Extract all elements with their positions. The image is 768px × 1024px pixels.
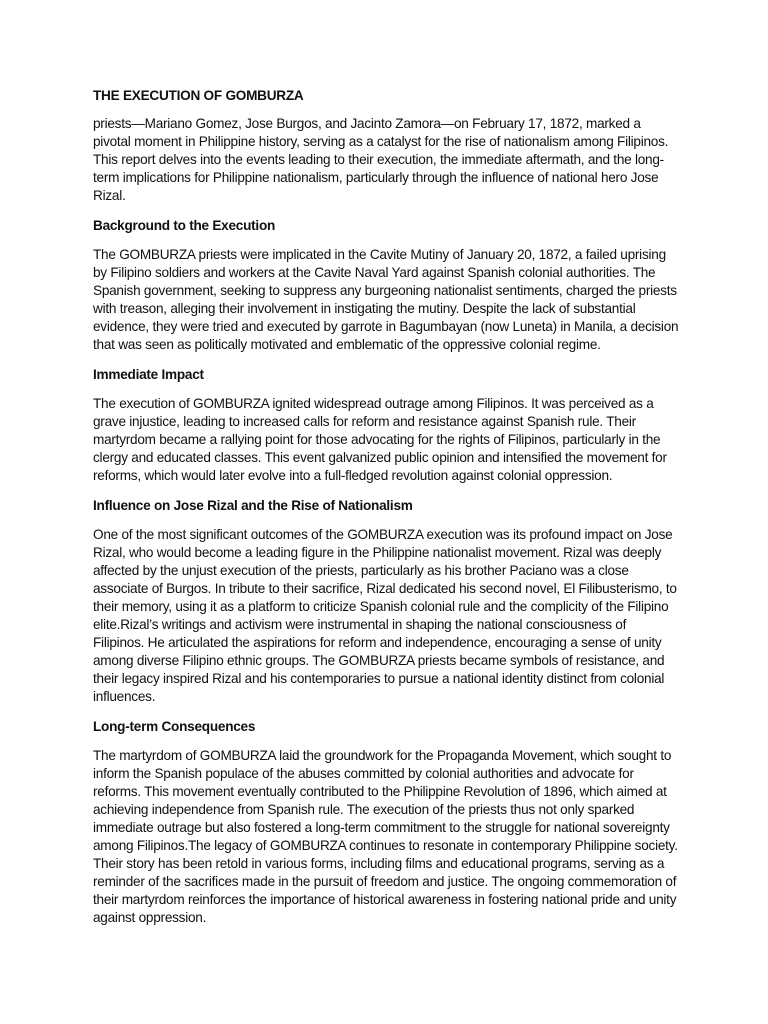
document-title: THE EXECUTION OF GOMBURZA: [93, 88, 304, 103]
section-heading-background: Background to the Execution: [93, 218, 276, 233]
section-paragraph-rizal-influence: One of the most significant outcomes of the GOMBURZA execution was its profound impact on Jose Rizal, who would become a leading figure in the Philippine nationalist movement. Rizal was deeply affected by the unjust execution of the priests, particularly as his brother Paciano was a close associate of Burgos. In tribute to their sacrifice, Rizal dedicated his second novel, El Filibusterismo, to their memory, using it as a platform to criticize Spanish colonial rule and the complicity of the Filipino elite.Rizal’s writings and activism were instrumental in shaping the national consciousness of Filipinos. He articulated the aspirations for reform and independence, encouraging a sense of unity among diverse Filipino ethnic groups. The GOMBURZA priests became symbols of resistance, and their legacy inspired Rizal and his contemporaries to pursue a national identity distinct from colonial influences.: [93, 527, 677, 704]
section-heading-rizal-influence: Influence on Jose Rizal and the Rise of Nationalism: [93, 498, 413, 513]
section-paragraph-immediate-impact: The execution of GOMBURZA ignited widespread outrage among Filipinos. It was perceived as a grave injustice, leading to increased calls for reform and resistance against Spanish rule. Their martyrdom became a rallying point for those advocating for the rights of Filipinos, particularly in the clergy and educated classes. This event galvanized public opinion and intensified the movement for reforms, which would later evolve into a full-fledged revolution against colonial oppression.: [93, 396, 667, 483]
document-page: [93, 87, 679, 927]
intro-paragraph: priests—Mariano Gomez, Jose Burgos, and Jacinto Zamora—on February 17, 1872, marked a pivotal moment in Philippine history, serving as a catalyst for the rise of nationalism among Filipinos. This report delves into the events leading to their execution, the immediate aftermath, and the long-term implications for Philippine nationalism, particularly through the influence of national hero Jose Rizal.: [93, 116, 669, 203]
section-paragraph-long-term: The martyrdom of GOMBURZA laid the groundwork for the Propaganda Movement, which sought to inform the Spanish populace of the abuses committed by colonial authorities and advocate for reforms. This movement eventually contributed to the Philippine Revolution of 1896, which aimed at achieving independence from Spanish rule. The execution of the priests thus not only sparked immediate outrage but also fostered a long-term commitment to the struggle for national sovereignty among Filipinos.The legacy of GOMBURZA continues to resonate in contemporary Philippine society. Their story has been retold in various forms, including films and educational programs, serving as a reminder of the sacrifices made in the pursuit of freedom and justice. The ongoing commemoration of their martyrdom reinforces the importance of historical awareness in fostering national pride and unity against oppression.: [93, 748, 678, 925]
section-heading-immediate-impact: Immediate Impact: [93, 367, 204, 382]
section-heading-long-term: Long-term Consequences: [93, 719, 256, 734]
section-paragraph-background: The GOMBURZA priests were implicated in the Cavite Mutiny of January 20, 1872, a failed uprising by Filipino soldiers and workers at the Cavite Naval Yard against Spanish colonial authorities. The Spanish government, seeking to suppress any burgeoning nationalist sentiments, charged the priests with treason, alleging their involvement in instigating the mutiny. Despite the lack of substantial evidence, they were tried and executed by garrote in Bagumbayan (now Luneta) in Manila, a decision that was seen as politically motivated and emblematic of the oppressive colonial regime.: [93, 247, 679, 352]
